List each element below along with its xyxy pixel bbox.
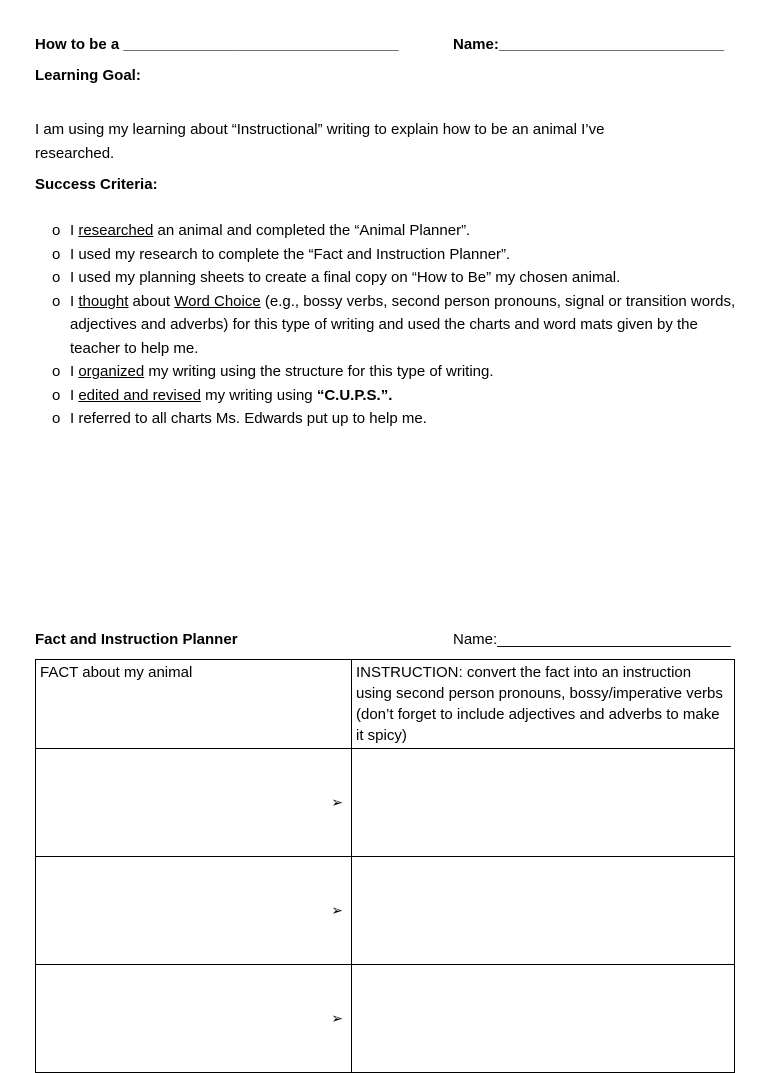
criteria-item-final-copy: o I used my planning sheets to create a final copy on “How to Be” my chosen animal.	[52, 266, 742, 290]
title-prefix: How to be a	[35, 36, 120, 53]
underlined-term: researched	[78, 222, 154, 239]
fact-column-header: FACT about my animal	[36, 660, 352, 749]
criteria-item-charts: o I referred to all charts Ms. Edwards put up to help me.	[52, 407, 742, 431]
name-field	[453, 36, 724, 53]
planner-title: Fact and Instruction Planner	[35, 631, 238, 648]
success-criteria-list	[52, 219, 742, 431]
table-row	[36, 965, 735, 1073]
page-title	[35, 36, 399, 53]
instruction-cell[interactable]	[352, 857, 735, 965]
learning-goal-heading: Learning Goal:	[35, 67, 141, 84]
fact-cell[interactable]	[36, 965, 352, 1073]
table-row	[36, 857, 735, 965]
planner-name-field	[453, 631, 731, 648]
name-label: Name:	[453, 36, 499, 53]
fact-cell[interactable]	[36, 749, 352, 857]
name-blank[interactable]: ___________________________	[498, 36, 725, 53]
checkbox-bullet[interactable]: o	[52, 386, 61, 404]
learning-goal-line-1: I am using my learning about “Instructional” writing to explain how to be an animal I’ve	[35, 121, 605, 138]
checkbox-bullet[interactable]: o	[52, 410, 61, 427]
checkbox-bullet[interactable]: o	[52, 363, 61, 380]
criteria-item-edited: o I edited and revised my writing using “C.U.P.S.”.	[52, 384, 742, 408]
checkbox-bullet[interactable]: o	[52, 269, 61, 286]
criteria-item-researched: o I researched an animal and completed the “Animal Planner”.	[52, 219, 742, 243]
criteria-item-organized: o I organized my writing using the structure for this type of writing.	[52, 360, 742, 384]
learning-goal-line-2: researched.	[35, 145, 115, 162]
success-criteria-heading: Success Criteria:	[35, 176, 158, 193]
underlined-term: Word Choice	[174, 292, 261, 310]
criteria-item-word-choice: o I thought about Word Choice (e.g., bossy verbs, second person pronouns, signal or transition words, adjectives and adverbs) for this type of writing and used the charts and word mats given by the teacher to help me.	[52, 290, 742, 361]
checkbox-bullet[interactable]: o	[52, 222, 61, 239]
underlined-term: organized	[78, 363, 145, 380]
title-blank[interactable]: _________________________________	[123, 36, 399, 53]
planner-name-blank[interactable]: ____________________________	[497, 631, 731, 648]
arrow-icon: ➢	[331, 1010, 343, 1026]
planner-name-label: Name:	[453, 631, 498, 648]
criteria-item-fact-planner: o I used my research to complete the “Fact and Instruction Planner”.	[52, 243, 742, 267]
fact-cell[interactable]	[36, 857, 352, 965]
checkbox-bullet[interactable]: o	[52, 245, 61, 263]
instruction-column-header: INSTRUCTION: convert the fact into an instruction using second person pronouns, bossy/imperative verbs (don’t forget to include adjectives and adverbs to make it spicy)	[352, 660, 735, 749]
checkbox-bullet[interactable]: o	[52, 292, 61, 310]
table-header-row	[36, 660, 735, 749]
underlined-term: thought	[78, 292, 129, 310]
instruction-cell[interactable]	[352, 965, 735, 1073]
table-row	[36, 749, 735, 857]
underlined-term: edited and revised	[78, 386, 201, 404]
arrow-icon: ➢	[331, 902, 343, 918]
cups-term: “C.U.P.S.”.	[316, 386, 393, 404]
arrow-icon: ➢	[331, 794, 343, 810]
instruction-cell[interactable]	[352, 749, 735, 857]
fact-instruction-table	[35, 659, 735, 1073]
